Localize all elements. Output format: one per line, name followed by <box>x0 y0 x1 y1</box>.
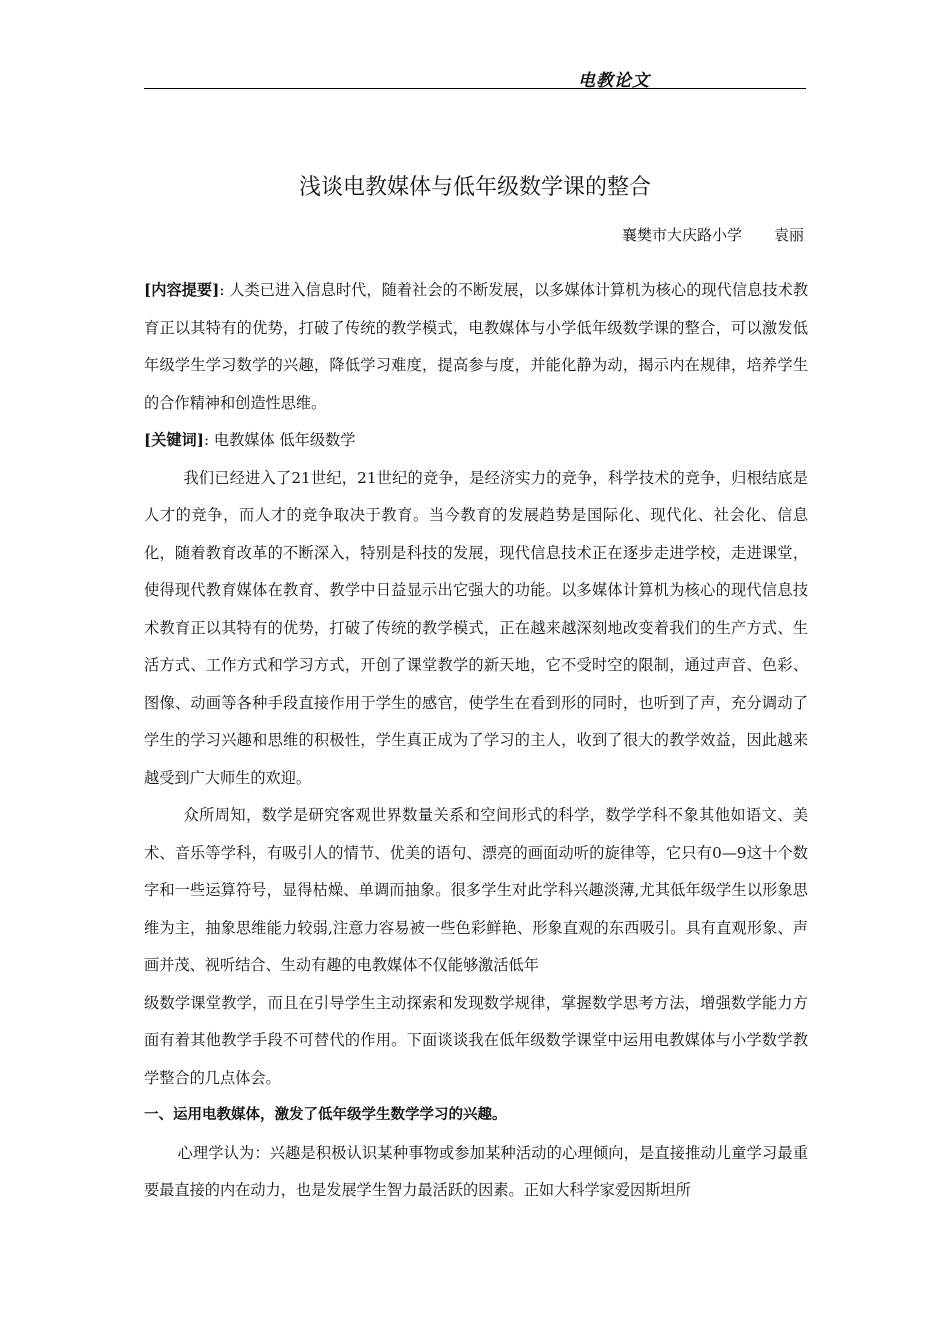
abstract-tag: [内容提要] <box>144 281 220 299</box>
keywords-tag: [关键词] <box>144 431 204 449</box>
author-name: 袁丽 <box>773 226 804 244</box>
paragraph-2a: 众所周知，数学是研究客观世界数量关系和空间形式的科学，数学学科不象其他如语文、美术、音乐等学科，有吸引人的情节、优美的语句、漂亮的画面动听的旋律等，它只有0—9这十个数字和一些运算符号，显得枯燥、单调而抽象。很多学生对此学科兴趣淡薄,尤其低年级学生以形象思维为主，抽象思维能力较弱,注意力容易被一些色彩鲜艳、形象直观的东西吸引。具有直观形象、声画并茂、视听结合、生动有趣的电教媒体不仅能够激活低年 <box>144 806 808 974</box>
paragraph-1: 我们已经进入了21世纪，21世纪的竞争，是经济实力的竞争，科学技术的竞争，归根结底是人才的竞争，而人才的竞争取决于教育。当今教育的发展趋势是国际化、现代化、社会化、信息化，随着教育改革的不断深入，特别是科技的发展，现代信息技术正在逐步走进学校，走进课堂，使得现代教育媒体在教育、教学中日益显示出它强大的功能。以多媒体计算机为核心的现代信息技术教育正以其特有的优势，打破了传统的教学模式，正在越来越深刻地改变着我们的生产方式、生活方式、工作方式和学习方式，开创了课堂教学的新天地，它不受时空的限制，通过声音、色彩、图像、动画等各种手段直接作用于学生的感官，使学生在看到形的同时，也听到了声，充分调动了学生的学习兴趣和思维的积极性，学生真正成为了学习的主人，收到了很大的教学效益，因此越来越受到广大师生的欢迎。 <box>144 468 808 787</box>
author-byline <box>622 224 804 245</box>
keywords-text: : 电教媒体 低年级数学 <box>203 431 356 449</box>
section-1-heading: 一、运用电教媒体，激发了低年级学生数学学习的兴趣。 <box>144 1107 507 1123</box>
keywords <box>144 422 808 460</box>
document-body <box>144 272 808 1210</box>
header-label: 电教论文 <box>578 71 650 91</box>
abstract-text: : 人类已进入信息时代，随着社会的不断发展，以多媒体计算机为核心的现代信息技术教育正以其特有的优势，打破了传统的教学模式，电教媒体与小学低年级数学课的整合，可以激发低年级学生学习数学的兴趣，降低学习难度，提高参与度，并能化静为动，揭示内在规律，培养学生的合作精神和创造性思维。 <box>144 281 809 412</box>
header-rule <box>144 88 806 89</box>
paragraph-3: 心理学认为：兴趣是积极认识某种事物或参加某种活动的心理倾向，是直接推动儿童学习最重要最直接的内在动力，也是发展学生智力最活跃的因素。正如大科学家爱因斯坦所 <box>144 1143 808 1199</box>
abstract <box>144 272 808 422</box>
paragraph-2b: 级数学课堂教学，而且在引导学生主动探索和发现数学规律，掌握数学思考方法，增强数学能力方面有着其他教学手段不可替代的作用。下面谈谈我在低年级数学课堂中运用电教媒体与小学数学教学整合的几点体会。 <box>144 993 808 1087</box>
document-title: 浅谈电教媒体与低年级数学课的整合 <box>298 175 651 200</box>
author-school: 襄樊市大庆路小学 <box>621 226 742 244</box>
